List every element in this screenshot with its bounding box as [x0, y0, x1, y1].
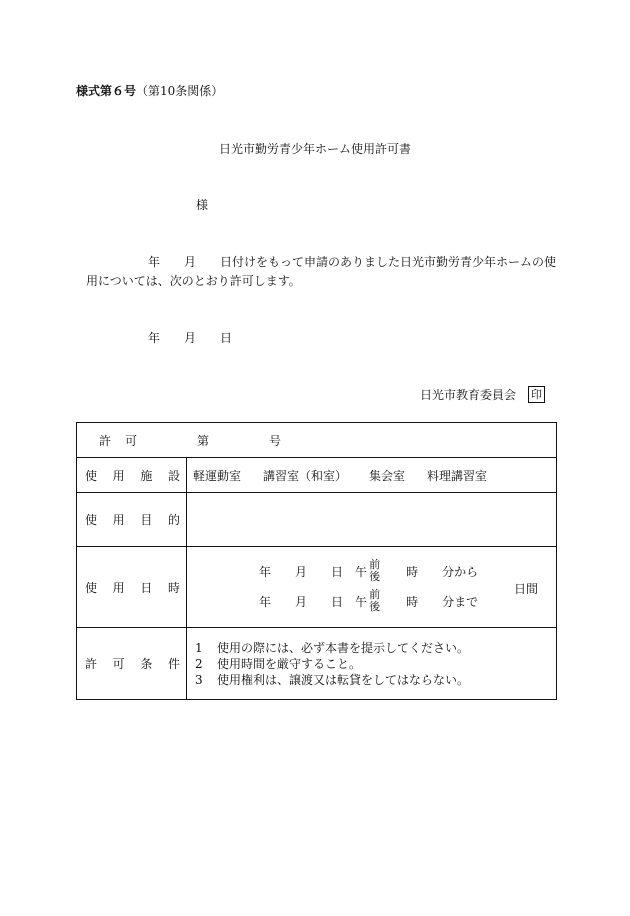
form-number-label: 様式第６号: [76, 84, 137, 98]
permit-no-suffix: 号: [269, 433, 282, 448]
body-line-1: [148, 255, 556, 269]
permit-no-prefix: 第: [197, 433, 210, 448]
conditions-label: 許 可 条 件: [77, 628, 187, 700]
facility-option[interactable]: 料理講習室: [427, 468, 488, 483]
condition-item: 2 使用時間を厳守すること。: [195, 656, 362, 671]
issue-year: 年: [148, 331, 161, 345]
purpose-row: [77, 493, 557, 547]
datetime-field[interactable]: [187, 547, 557, 628]
datetime-end: 年 月 日 午 前 後 時 分まで: [259, 588, 479, 613]
condition-item: 3 使用権利は、譲渡又は転貸をしてはならない。: [195, 672, 470, 687]
conditions-list: [187, 628, 557, 700]
days-label: 日間: [513, 582, 538, 596]
issue-date: [148, 331, 232, 345]
permit-table: [76, 422, 557, 700]
conditions-row: [77, 628, 557, 700]
form-number: [76, 84, 223, 98]
datetime-start: 年 月 日 午 前 後 時 分から: [259, 558, 479, 583]
body-month: 月: [184, 255, 197, 269]
issuer: [420, 386, 545, 403]
form-relation: （第10条関係）: [136, 84, 224, 98]
facility-label: 使 用 施 設: [77, 458, 187, 493]
permit-label-1: 許: [99, 433, 112, 448]
facility-option[interactable]: 講習室（和室）: [263, 468, 348, 483]
facility-row: [77, 458, 557, 493]
body-line1-text: 日付けをもって申請のありました日光市勤労青少年ホームの使: [220, 255, 557, 269]
purpose-label: 使 用 目 的: [77, 493, 187, 547]
issue-day: 日: [220, 331, 233, 345]
facility-option[interactable]: 集会室: [369, 468, 406, 483]
body-year: 年: [148, 255, 161, 269]
issue-month: 月: [184, 331, 197, 345]
facility-options: [187, 458, 557, 493]
datetime-label: 使 用 日 時: [77, 547, 187, 628]
issuer-name: 日光市教育委員会: [420, 387, 517, 402]
purpose-field[interactable]: [187, 493, 557, 547]
document-title: 日光市勤労青少年ホーム使用許可書: [218, 142, 411, 156]
datetime-row: [77, 547, 557, 628]
am-pm-selector[interactable]: 前 後: [369, 588, 381, 613]
seal-mark: 印: [528, 386, 545, 403]
addressee-suffix: 様: [196, 198, 209, 212]
permit-label-2: 可: [125, 433, 138, 448]
body-line-2: 用については、次のとおり許可します。: [86, 274, 301, 288]
condition-item: 1 使用の際には、必ず本書を提示してください。: [195, 640, 470, 655]
am-pm-selector[interactable]: 前 後: [369, 558, 381, 583]
permit-number-cell: [77, 423, 557, 458]
permit-number-row: [77, 423, 557, 458]
facility-option[interactable]: 軽運動室: [193, 468, 242, 483]
